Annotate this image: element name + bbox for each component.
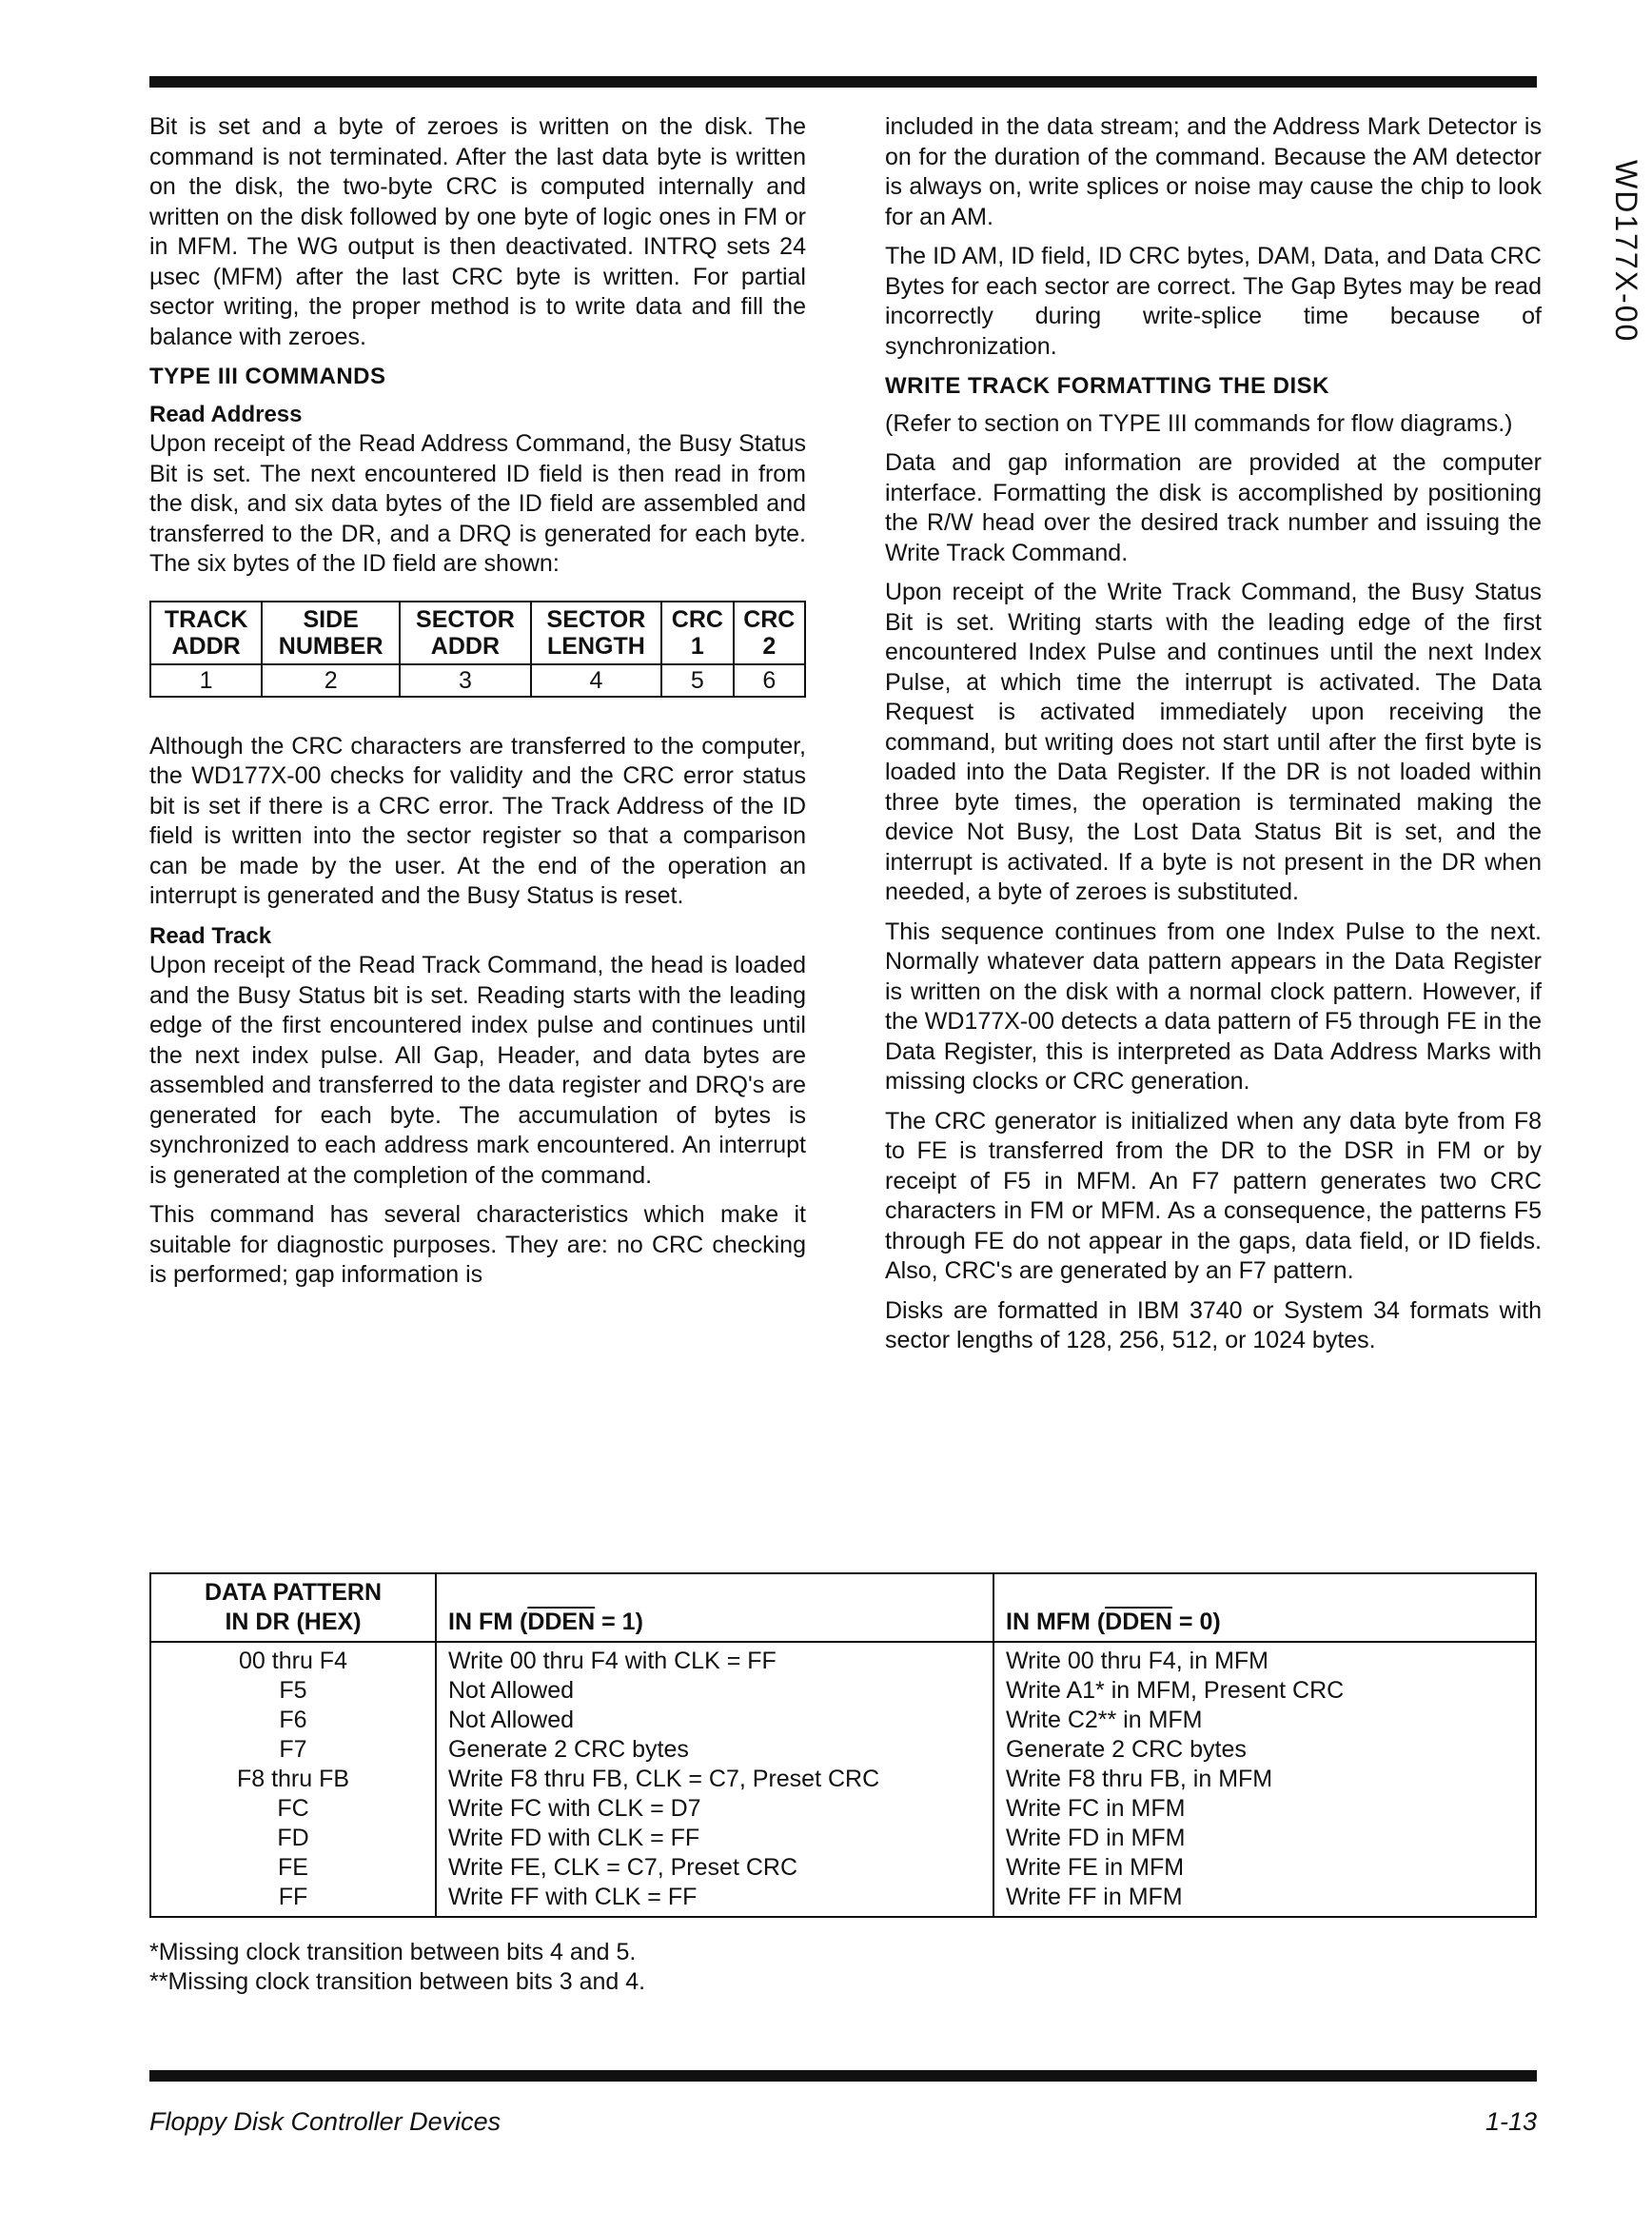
pattern-value: F8 thru FB [236, 1766, 350, 1792]
paragraph: This sequence continues from one Index Pulse to the next. Normally whatever data pattern appears in the Data Register is written on the disk with a normal clock pattern. However, if the WD177X-00 detects a data pattern of F5 through FE in the Data Register, this is interpreted as Data Address Marks with missing clocks or CRC generation. [885, 918, 1542, 1095]
id-table-header-cell: CRC 1 [661, 602, 733, 664]
id-table-cell: 3 [400, 664, 531, 697]
id-table-cell: 6 [734, 664, 805, 697]
id-table-header-cell: SECTOR ADDR [400, 602, 531, 664]
page-number: 1-13 [1485, 2107, 1537, 2136]
fm-value: Write FE, CLK = C7, Preset CRC [448, 1854, 797, 1881]
fm-value: Generate 2 CRC bytes [448, 1736, 689, 1763]
id-table-header-cell: SIDE NUMBER [262, 602, 400, 664]
top-rule [149, 76, 1537, 88]
mfm-value: Write 00 thru F4, in MFM [1006, 1648, 1268, 1674]
id-table-cell: 5 [661, 664, 733, 697]
pattern-value: FF [278, 1884, 308, 1910]
right-column [885, 112, 1542, 1366]
footnote: *Missing clock transition between bits 4 and 5. [149, 1939, 637, 1965]
section-heading: WRITE TRACK FORMATTING THE DISK [885, 373, 1330, 399]
subsection-heading: Read Track [149, 922, 272, 949]
data-pattern-header-row [150, 1573, 1536, 1642]
mfm-value: Generate 2 CRC bytes [1006, 1736, 1247, 1763]
fm-value: Write FF with CLK = FF [448, 1884, 698, 1910]
paragraph: (Refer to section on TYPE III commands for flow diagrams.) [885, 409, 1513, 437]
fm-value: Write FD with CLK = FF [448, 1825, 700, 1851]
mfm-value: Write FC in MFM [1006, 1795, 1186, 1822]
id-table-header-cell: TRACK ADDR [150, 602, 262, 664]
pattern-value: F5 [279, 1677, 307, 1704]
paragraph: included in the data stream; and the Address Mark Detector is on for the duration of the command. Because the AM detector is always on, write splices or noise may cause the chip to look for an AM. [885, 113, 1542, 230]
section-heading: TYPE III COMMANDS [149, 364, 386, 389]
mfm-value: Write FD in MFM [1006, 1825, 1186, 1851]
data-pattern-body-row [150, 1642, 1536, 1917]
header-mfm: IN MFM (DDEN = 0) [993, 1573, 1536, 1642]
mfm-value: Write FF in MFM [1006, 1884, 1183, 1910]
id-table-header-cell: SECTOR LENGTH [531, 602, 662, 664]
side-title: WD177X-00 [1609, 160, 1643, 344]
header-data-pattern: DATA PATTERN IN DR (HEX) [150, 1573, 436, 1642]
id-table-header-cell: CRC 2 [734, 602, 805, 664]
fm-column [436, 1642, 993, 1917]
data-pattern-table [149, 1572, 1537, 1918]
fm-value: Write 00 thru F4 with CLK = FF [448, 1648, 777, 1674]
paragraph: This command has several characteristics which make it suitable for diagnostic purposes. They are: no CRC checking is performed; gap information is [149, 1201, 806, 1288]
paragraph: Upon receipt of the Read Track Command, the head is loaded and the Busy Status bit is set. Reading starts with the leading edge of the first encountered index pulse and continues until the next index pulse. All Gap, Header, and data bytes are assembled and transferred to the data register and DRQ's are generated for each byte. The accumulation of bytes is synchronized to each address mark encountered. An interrupt is generated at the completion of the command. [149, 952, 806, 1189]
paragraph: Upon receipt of the Write Track Command, the Busy Status Bit is set. Writing starts with the leading edge of the first encountered Index Pulse and continues until the next Index Pulse, at which time the interrupt is activated. The Data Request is activated immediately upon receiving the command, but writing does not start until after the first byte is loaded into the Data Register. If the DR is not loaded within three byte times, the operation is terminated making the device Not Busy, the Lost Data Status Bit is set, and the interrupt is activated. If a byte is not present in the DR when needed, a byte of zeroes is substituted. [885, 579, 1542, 905]
mfm-value: Write FE in MFM [1006, 1854, 1185, 1881]
id-table-number-row [150, 664, 805, 697]
paragraph: Upon receipt of the Read Address Command, the Busy Status Bit is set. The next encountered ID field is then read in from the disk, and six data bytes of the ID field are assembled and transferred to the DR, and a DRQ is generated for each byte. The six bytes of the ID field are shown: [149, 430, 806, 577]
mfm-column [993, 1642, 1536, 1917]
paragraph: Although the CRC characters are transferred to the computer, the WD177X-00 checks for validity and the CRC error status bit is set if there is a CRC error. The Track Address of the ID field is written into the sector register so that a comparison can be made by the user. At the end of the operation an interrupt is generated and the Busy Status is reset. [149, 732, 806, 909]
id-table-header-row [150, 602, 805, 664]
footnote: **Missing clock transition between bits 3 and 4. [149, 1968, 646, 1995]
pattern-value: FC [277, 1795, 309, 1822]
footnotes [149, 1938, 645, 1997]
header-fm: IN FM (DDEN = 1) [436, 1573, 993, 1642]
mfm-value: Write F8 thru FB, in MFM [1006, 1766, 1273, 1792]
mfm-value: Write C2** in MFM [1006, 1707, 1203, 1733]
paragraph: The ID AM, ID field, ID CRC bytes, DAM, Data, and Data CRC Bytes for each sector are correct. The Gap Bytes may be read incorrectly during write-splice time because of synchronization. [885, 243, 1542, 360]
paragraph: Bit is set and a byte of zeroes is written on the disk. The command is not terminated. After the last data byte is written on the disk, the two-byte CRC is computed internally and written on the disk followed by one byte of logic ones in FM or in MFM. The WG output is then deactivated. INTRQ sets 24 µsec (MFM) after the last CRC byte is written. For partial sector writing, the proper method is to write data and fill the balance with zeroes. [149, 113, 806, 350]
pattern-value: F7 [279, 1736, 307, 1763]
footer-title: Floppy Disk Controller Devices [149, 2107, 502, 2136]
paragraph: Data and gap information are provided at the computer interface. Formatting the disk is accomplished by positioning the R/W head over the desired track number and issuing the Write Track Command. [885, 449, 1542, 566]
id-table-cell: 1 [150, 664, 262, 697]
id-table-cell: 4 [531, 664, 662, 697]
pattern-value: 00 thru F4 [239, 1648, 347, 1674]
pattern-value: FE [278, 1854, 308, 1881]
pattern-value: F6 [279, 1707, 307, 1733]
left-column [149, 112, 806, 1300]
paragraph: Disks are formatted in IBM 3740 or System 34 formats with sector lengths of 128, 256, 512, or 1024 bytes. [885, 1296, 1542, 1353]
paragraph: The CRC generator is initialized when any data byte from F8 to FE is transferred from the DR to the DSR in FM or by receipt of F5 in MFM. An F7 pattern generates two CRC characters in FM or MFM. As a consequence, the patterns F5 through FE do not appear in the gaps, data field, or ID fields. Also, CRC's are generated by an F7 pattern. [885, 1107, 1542, 1284]
fm-value: Not Allowed [448, 1677, 575, 1704]
pattern-value: FD [277, 1825, 309, 1851]
pattern-column [150, 1642, 436, 1917]
id-table-cell: 2 [262, 664, 400, 697]
fm-value: Write FC with CLK = D7 [448, 1795, 701, 1822]
mfm-value: Write A1* in MFM, Present CRC [1006, 1677, 1345, 1704]
fm-value: Not Allowed [448, 1707, 575, 1733]
subsection-heading: Read Address [149, 401, 303, 427]
bottom-rule [149, 2070, 1537, 2082]
id-field-table [149, 601, 806, 698]
fm-value: Write F8 thru FB, CLK = C7, Preset CRC [448, 1766, 880, 1792]
